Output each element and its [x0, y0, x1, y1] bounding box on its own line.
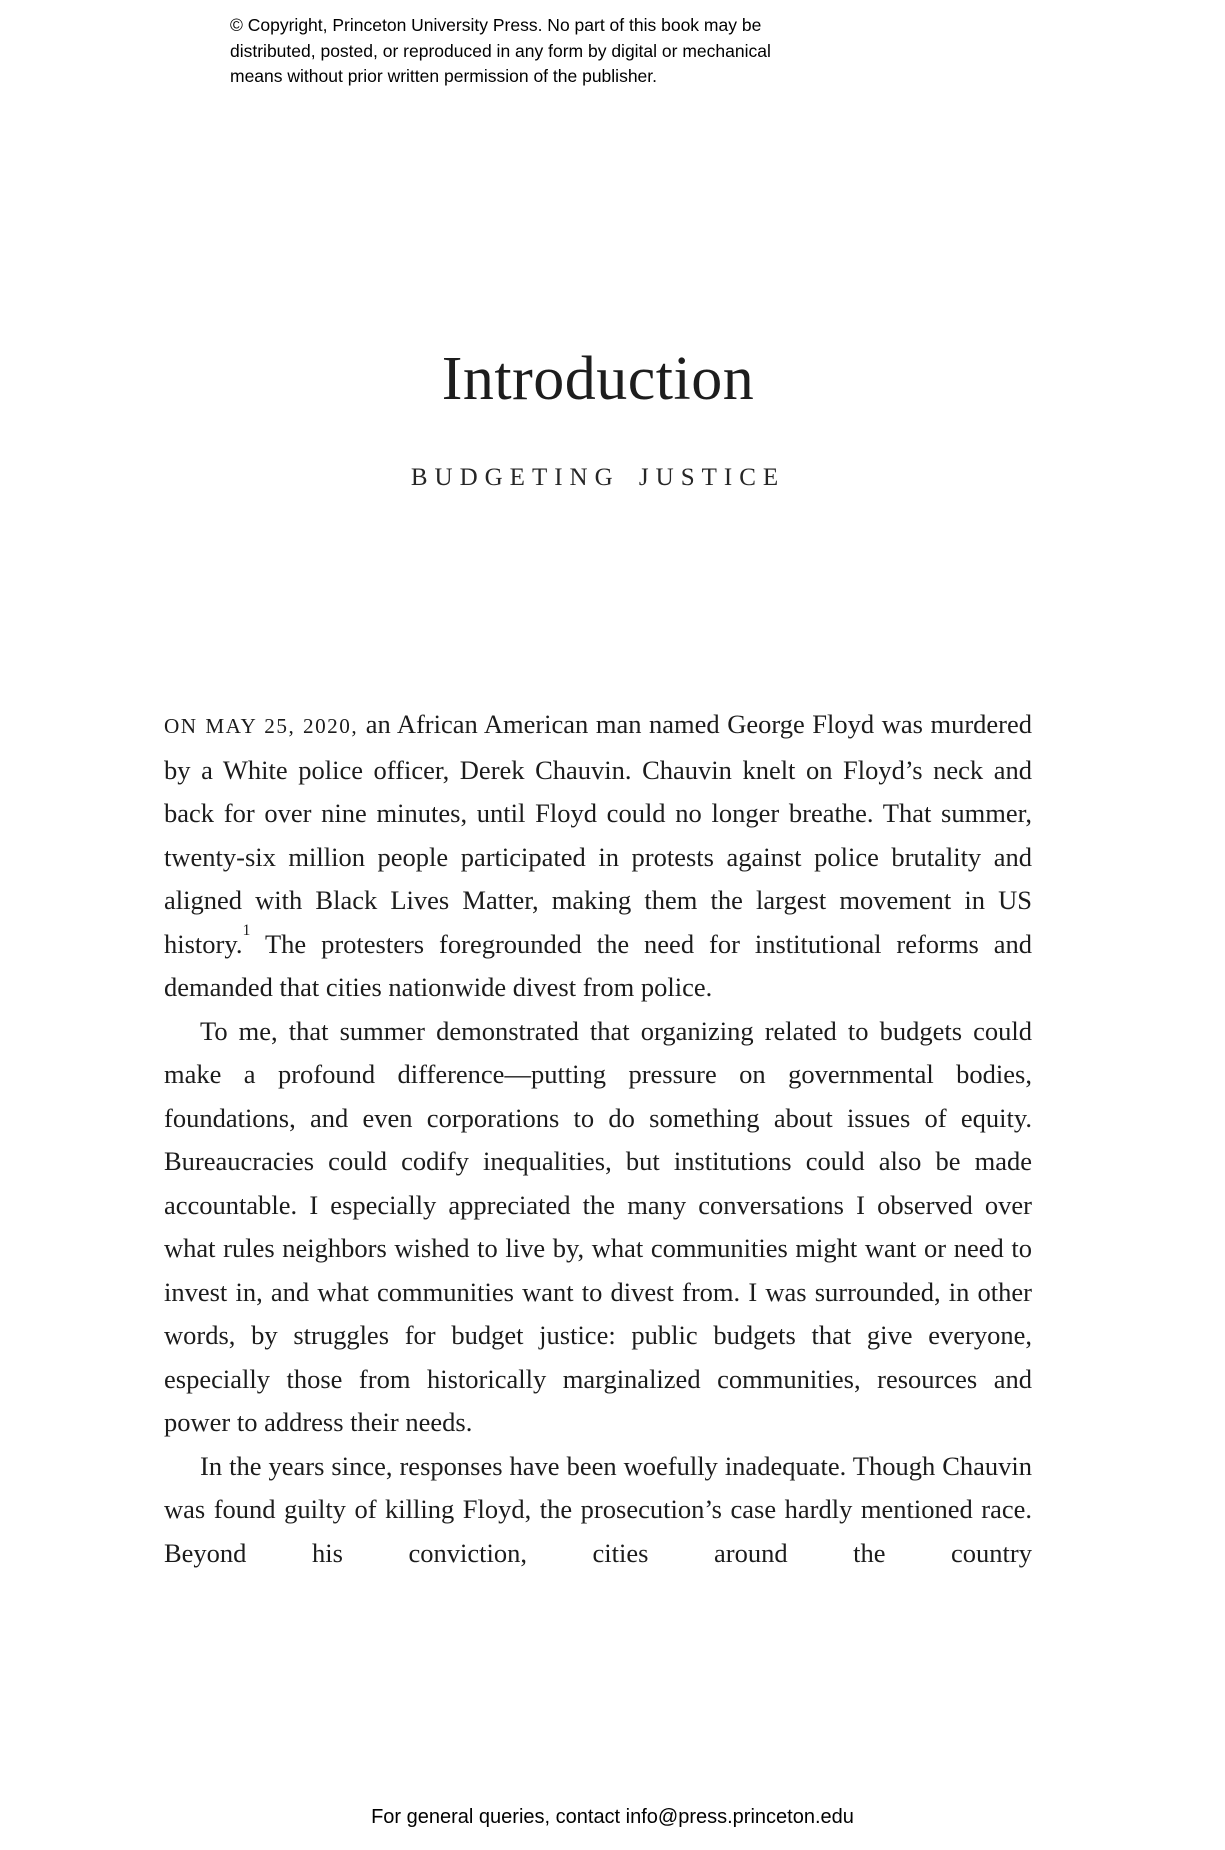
copyright-line-3: means without prior written permission of the publisher. — [230, 66, 658, 86]
footnote-reference-1: 1 — [242, 921, 251, 939]
paragraph-1 — [164, 703, 1032, 1010]
paragraph-1-text-after-footnote: The protesters foregrounded the need for institutional reforms and demanded that cities nationwide divest from police. — [164, 928, 1032, 1002]
footer-contact-line: For general queries, contact info@press.princeton.edu — [371, 1806, 854, 1828]
paragraph-3: In the years since, responses have been woefully inadequate. Though Chauvin was found guilty of killing Floyd, the prosecution’s case hardly mentioned race. Beyond his conviction, cities around the country — [164, 1450, 1032, 1568]
small-caps-date-lead: ON MAY 25, 2020, — [164, 714, 359, 738]
paragraph-1-text-before-footnote: an African American man named George Floyd was murdered by a White police officer, Derek Chauvin. Chauvin knelt on Floyd’s neck and back for over nine minutes, until Floyd could no longer breathe. That summer, twenty-six million people participated in protests against police brutality and aligned with Black Lives Matter, making them the largest movement in US history. — [164, 709, 1032, 959]
copyright-line-2: distributed, posted, or reproduced in any form by digital or mechanical — [230, 40, 771, 61]
copyright-notice — [230, 13, 771, 90]
chapter-title: Introduction — [441, 345, 755, 413]
paragraph-2: To me, that summer demonstrated that organizing related to budgets could make a profound difference—putting pressure on governmental bodies, foundations, and even corporations to do something about issues of equity. Bureaucracies could codify inequalities, but institutions could also be made accountable. I especially appreciated the many conversations I observed over what rules neighbors wished to live by, what communities might want or need to invest in, and what communities want to divest from. I was surrounded, in other words, by struggles for budget justice: public budgets that give everyone, especially those from historically marginalized communities, resources and power to address their needs. — [164, 1015, 1032, 1437]
chapter-subtitle: BUDGETING JUSTICE — [410, 464, 786, 491]
body-text — [164, 703, 1032, 1575]
copyright-line-1: © Copyright, Princeton University Press. No part of this book may be — [230, 15, 762, 35]
